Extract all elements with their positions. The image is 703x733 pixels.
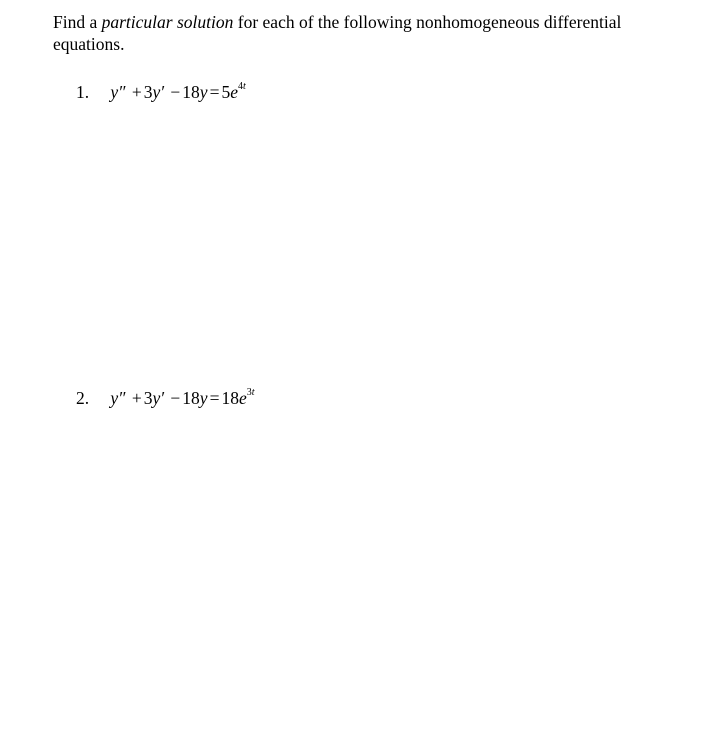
eq-minus: − <box>170 82 181 102</box>
instructions-emphasis: particular solution <box>101 12 234 32</box>
eq-y-double-prime: y″ <box>110 388 126 408</box>
eq-exponent <box>238 81 246 92</box>
eq-coef1: 3 <box>143 82 153 102</box>
eq-minus: − <box>170 388 181 408</box>
problem-2 <box>76 387 255 409</box>
problem-1 <box>76 81 246 103</box>
eq-coef2: 18 <box>182 388 200 408</box>
eq-rhs-coef: 5 <box>221 82 231 102</box>
instructions-after: for each of the following nonhomogeneous differential equations. <box>53 12 622 54</box>
eq-equals: = <box>209 388 220 408</box>
eq-rhs-base: e <box>230 82 238 102</box>
eq-exp-var: t <box>242 81 246 92</box>
instructions-text <box>53 11 653 55</box>
equation <box>110 388 254 408</box>
eq-y-prime: y′ <box>152 82 165 102</box>
eq-exponent <box>247 387 255 398</box>
eq-rhs-coef: 18 <box>221 388 239 408</box>
eq-y: y <box>199 388 208 408</box>
eq-exp-num: 3 <box>246 387 252 398</box>
eq-exp-var: t <box>251 387 255 398</box>
eq-rhs-base: e <box>238 388 247 408</box>
eq-plus: + <box>131 388 142 408</box>
eq-coef1: 3 <box>143 388 153 408</box>
eq-exp-num: 4 <box>237 81 243 92</box>
eq-plus: + <box>131 82 142 102</box>
equation <box>110 82 245 102</box>
eq-y-double-prime: y″ <box>110 82 126 102</box>
eq-coef2: 18 <box>182 82 200 102</box>
problem-number: 1. <box>76 82 90 102</box>
instructions-before: Find a <box>53 12 102 32</box>
eq-equals: = <box>209 82 220 102</box>
eq-y: y <box>199 82 208 102</box>
eq-y-prime: y′ <box>152 388 165 408</box>
problem-number: 2. <box>76 388 90 408</box>
